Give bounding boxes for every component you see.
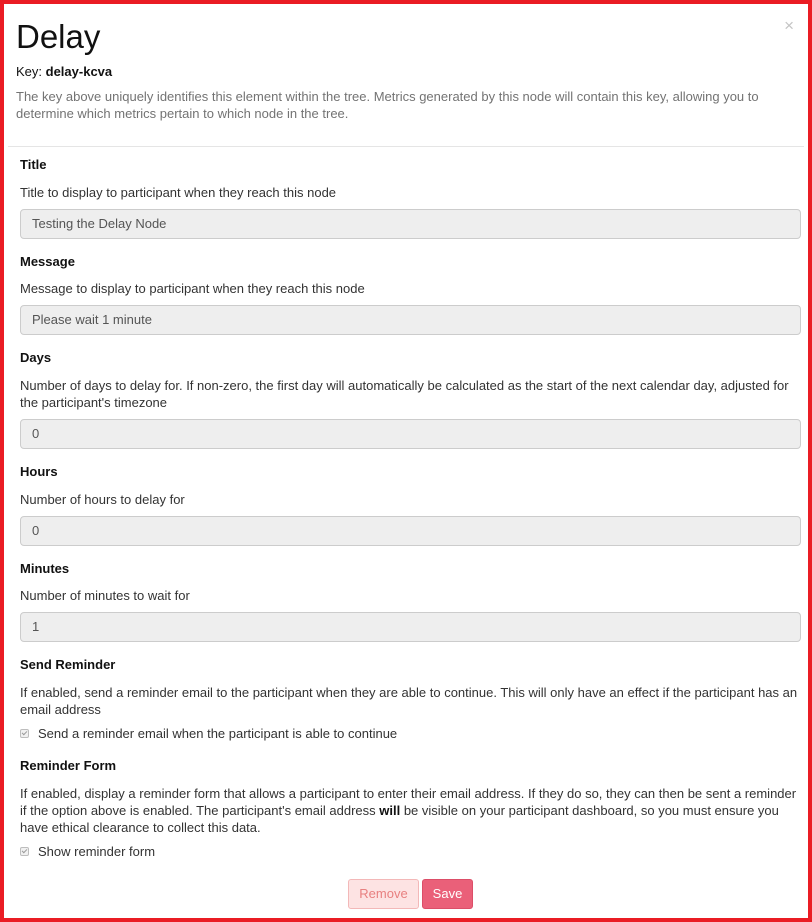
header-divider: [8, 146, 804, 147]
reminder-form-help-text-end: be visible on your participant dashboard, so you must ensure you have ethical clearance to collect this data.: [20, 803, 779, 835]
title-input[interactable]: Testing the Delay Node: [20, 209, 801, 239]
send-reminder-checkbox-label[interactable]: Send a reminder email when the participant is able to continue: [38, 726, 398, 741]
modal-header: [16, 4, 796, 142]
node-key: [16, 64, 112, 79]
page-title: Delay: [16, 18, 101, 55]
close-icon[interactable]: ×: [784, 16, 794, 35]
reminder-form-checkbox-label[interactable]: Show reminder form: [38, 844, 156, 859]
minutes-label: Minutes: [20, 561, 70, 576]
key-description: The key above uniquely identifies this element within the tree. Metrics generated by this node will contain this key, allowing you to determine which metrics pertain to which node in the tree.: [16, 89, 759, 121]
send-reminder-label: Send Reminder: [20, 657, 116, 672]
save-button[interactable]: Save: [422, 879, 473, 909]
reminder-form-label: Reminder Form: [20, 758, 117, 773]
send-reminder-help: If enabled, send a reminder email to the participant when they are able to continue. This will only have an effect if the participant has an email address: [20, 685, 798, 717]
title-label: Title: [20, 157, 47, 172]
remove-button[interactable]: Remove: [348, 879, 419, 909]
days-help: Number of days to delay for. If non-zero, the first day will automatically be calculated as the start of the next calendar day, adjusted for the participant's timezone: [20, 378, 789, 410]
reminder-form-help-emphasis: will: [379, 803, 401, 818]
message-help: Message to display to participant when they reach this node: [20, 281, 365, 296]
send-reminder-checkbox[interactable]: [20, 729, 29, 738]
reminder-form-checkbox[interactable]: [20, 847, 29, 856]
key-label: Key:: [16, 64, 43, 79]
days-input[interactable]: 0: [20, 419, 801, 449]
message-input[interactable]: Please wait 1 minute: [20, 305, 801, 335]
reminder-form-help: [20, 785, 802, 836]
key-value: delay-kcva: [45, 64, 113, 79]
reminder-form-help-text: If enabled, display a reminder form that allows a participant to enter their email address. If they do so, they can then be sent a reminder if the option above is enabled. The participant's email address: [20, 786, 797, 818]
days-label: Days: [20, 350, 52, 365]
minutes-input[interactable]: 1: [20, 612, 801, 642]
title-help: Title to display to participant when they reach this node: [20, 185, 337, 200]
send-reminder-option[interactable]: [20, 726, 397, 741]
message-label: Message: [20, 254, 75, 269]
reminder-form-option[interactable]: [20, 844, 155, 859]
minutes-help: Number of minutes to wait for: [20, 588, 190, 603]
hours-help: Number of hours to delay for: [20, 492, 185, 507]
hours-input[interactable]: 0: [20, 516, 801, 546]
hours-label: Hours: [20, 464, 58, 479]
